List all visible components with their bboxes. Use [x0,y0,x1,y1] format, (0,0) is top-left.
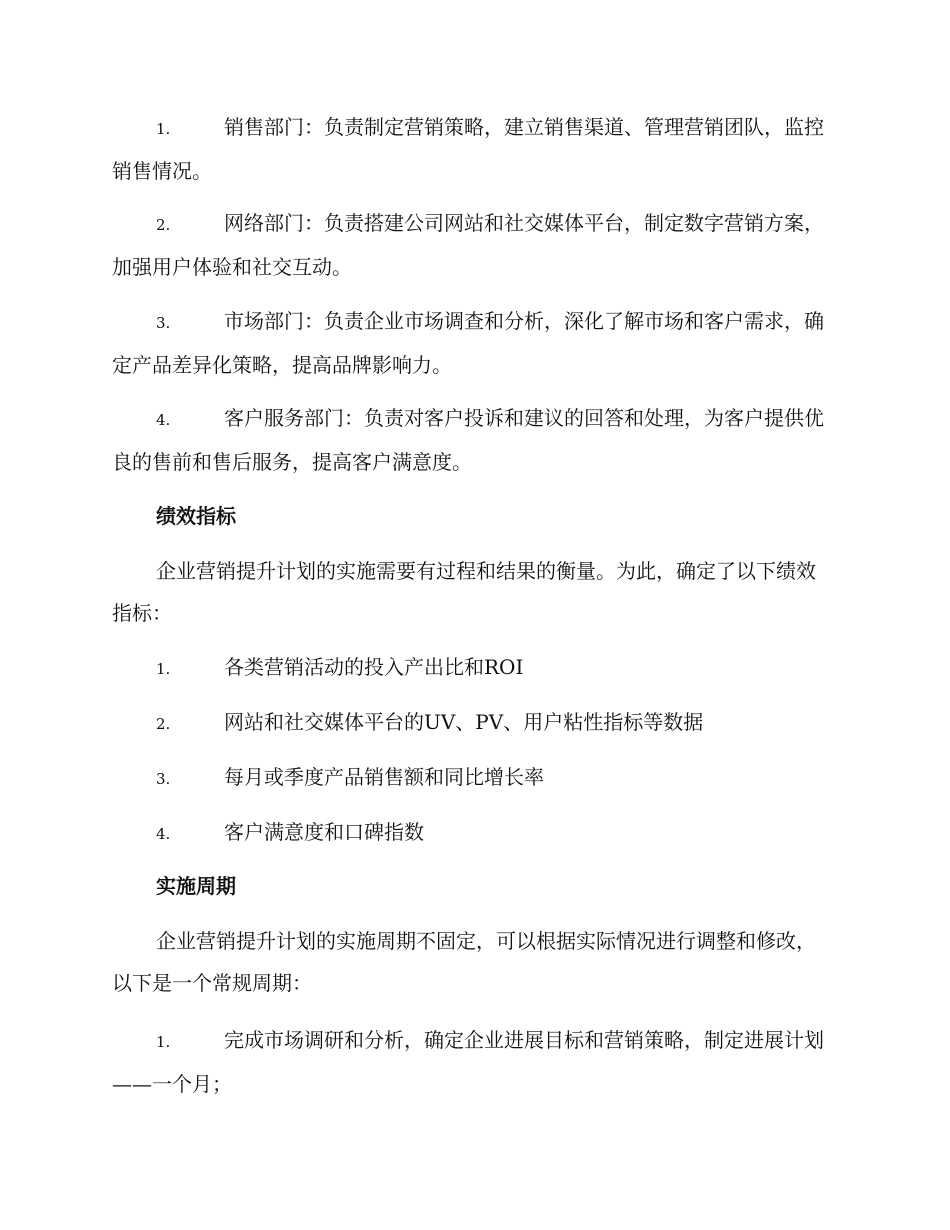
list-item [112,300,834,386]
list-number: 2. [156,216,171,234]
list-text: 各类营销活动的投入产出比和ROI [224,655,524,679]
list-text: 销售部门：负责制定营销策略，建立销售渠道、管理营销团队，监控销售情况。 [112,115,824,183]
list-text: 每月或季度产品销售额和同比增长率 [224,765,544,789]
list-item [112,646,834,690]
list-item [112,1019,834,1105]
intro-text: 企业营销提升计划的实施周期不固定，可以根据实际情况进行调整和修改，以下是一个常规周期： [112,929,816,995]
list-text: 网站和社交媒体平台的UV、PV、用户粘性指标等数据 [224,710,704,734]
list-number: 4. [156,825,171,843]
list-number: 3. [156,314,171,332]
intro-text: 企业营销提升计划的实施需要有过程和结果的衡量。为此，确定了以下绩效指标： [112,559,816,625]
list-number: 1. [156,120,171,138]
section-heading-period: 实施周期 [156,874,236,898]
list-item [112,106,834,192]
list-number: 3. [156,770,171,788]
list-text: 完成市场调研和分析，确定企业进展目标和营销策略，制定进展计划——一个月； [112,1028,824,1096]
list-number: 2. [156,715,171,733]
list-number: 1. [156,660,171,678]
list-item [112,701,834,745]
list-item [112,756,834,800]
list-text: 网络部门：负责搭建公司网站和社交媒体平台，制定数字营销方案，加强用户体验和社交互动。 [112,211,824,279]
section-intro-performance [112,550,834,634]
list-text: 市场部门：负责企业市场调查和分析，深化了解市场和客户需求，确定产品差异化策略，提高品牌影响力。 [112,309,824,377]
list-text: 客户满意度和口碑指数 [224,820,424,844]
list-number: 4. [156,411,171,429]
list-text: 客户服务部门：负责对客户投诉和建议的回答和处理，为客户提供优良的售前和售后服务，提高客户满意度。 [112,406,824,474]
list-item [112,397,834,483]
list-number: 1. [156,1033,171,1051]
section-heading-performance: 绩效指标 [156,504,236,528]
list-item [112,202,834,288]
list-item [112,811,834,855]
section-intro-period [112,920,834,1004]
